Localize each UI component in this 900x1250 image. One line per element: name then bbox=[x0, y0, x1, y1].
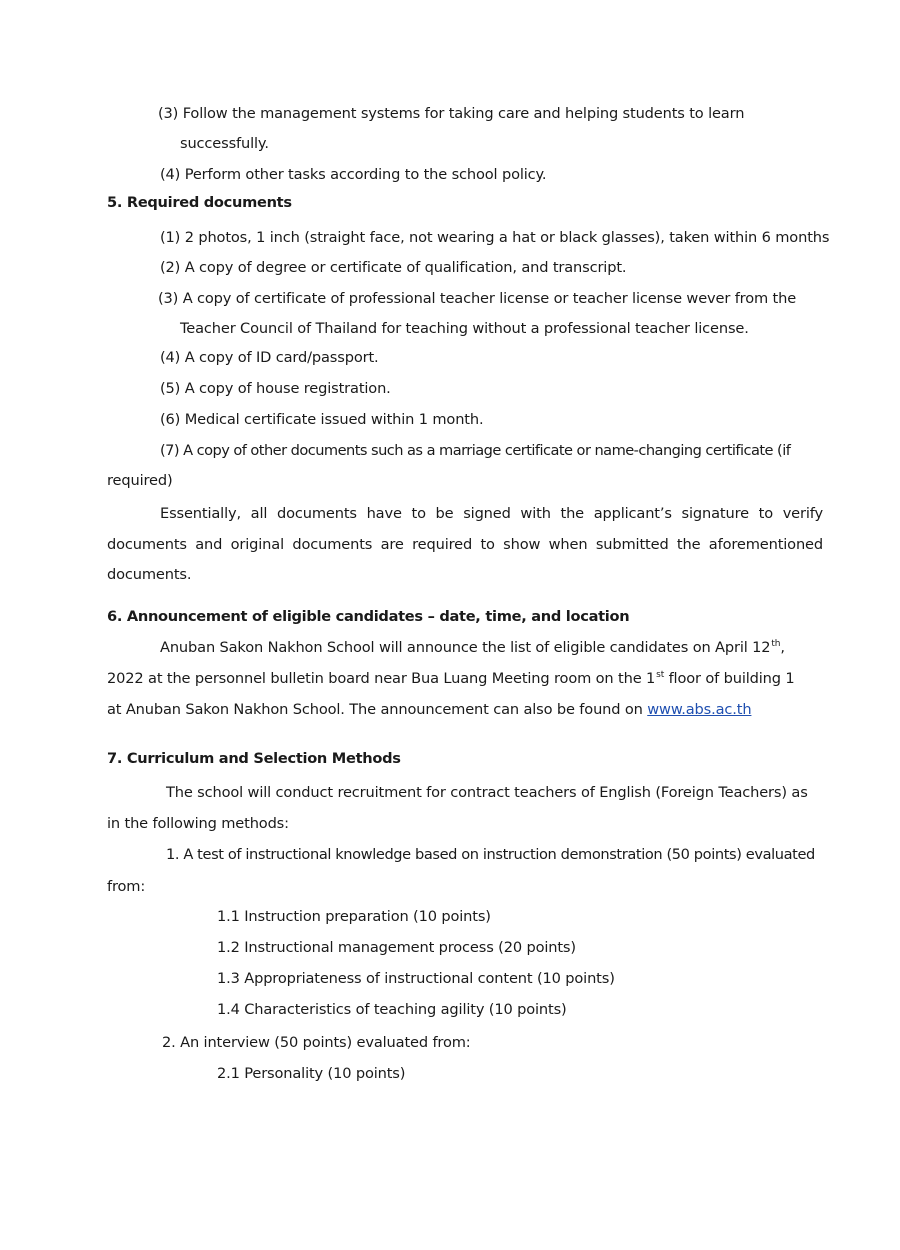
method-1-sub-3: 1.3 Appropriateness of instructional content (10 points) bbox=[217, 970, 615, 987]
ordinal-suffix: st bbox=[656, 670, 665, 680]
selection-intro-line-1: The school will conduct recruitment for contract teachers of English (Foreign Teachers) as bbox=[166, 784, 808, 801]
doc-item-7-line-1: (7) A copy of other documents such as a marriage certificate or name-changing certificate (if bbox=[160, 442, 791, 459]
section-7-heading: 7. Curriculum and Selection Methods bbox=[107, 750, 401, 767]
announcement-line-1-end: , bbox=[780, 639, 785, 656]
method-1-line-2: from: bbox=[107, 878, 146, 895]
doc-item-7-line-2: required) bbox=[107, 472, 173, 489]
ordinal-suffix: th bbox=[771, 639, 781, 649]
doc-item-2: (2) A copy of degree or certificate of qualification, and transcript. bbox=[160, 259, 627, 276]
method-1-sub-1: 1.1 Instruction preparation (10 points) bbox=[217, 908, 491, 925]
duty-item-4: (4) Perform other tasks according to the school policy. bbox=[160, 166, 547, 183]
duty-item-3-line-1: (3) Follow the management systems for taking care and helping students to learn bbox=[158, 105, 745, 122]
method-2: 2. An interview (50 points) evaluated from: bbox=[162, 1034, 471, 1051]
announcement-line-3 bbox=[107, 700, 751, 720]
doc-item-3-line-2: Teacher Council of Thailand for teaching without a professional teacher license. bbox=[180, 320, 749, 337]
announcement-line-3-text: at Anuban Sakon Nakhon School. The announcement can also be found on bbox=[107, 701, 648, 718]
documents-note-line-3: documents. bbox=[107, 566, 192, 583]
section-6-heading: 6. Announcement of eligible candidates – date, time, and location bbox=[107, 608, 630, 625]
method-2-sub-1: 2.1 Personality (10 points) bbox=[217, 1065, 406, 1082]
announcement-line-2-end: floor of building 1 bbox=[664, 670, 795, 687]
announcement-line-2-text: 2022 at the personnel bulletin board near Bua Luang Meeting room on the 1 bbox=[107, 670, 656, 687]
doc-item-1: (1) 2 photos, 1 inch (straight face, not wearing a hat or black glasses), taken within 6 months bbox=[160, 229, 830, 246]
documents-note-line-2: documents and original documents are required to show when submitted the aforementioned bbox=[107, 536, 823, 553]
documents-note-line-1: Essentially, all documents have to be signed with the applicant’s signature to verify bbox=[160, 505, 823, 522]
announcement-line-2 bbox=[107, 669, 795, 691]
method-1-sub-2: 1.2 Instructional management process (20 points) bbox=[217, 939, 576, 956]
doc-item-5: (5) A copy of house registration. bbox=[160, 380, 391, 397]
section-5-heading: 5. Required documents bbox=[107, 194, 292, 211]
selection-intro-line-2: in the following methods: bbox=[107, 815, 289, 832]
doc-item-3-line-1: (3) A copy of certificate of professional teacher license or teacher license wever from the bbox=[158, 290, 797, 307]
announcement-line-1 bbox=[160, 638, 785, 660]
method-1-line-1: 1. A test of instructional knowledge based on instruction demonstration (50 points) evaluated bbox=[166, 846, 815, 863]
announcement-line-1-text: Anuban Sakon Nakhon School will announce the list of eligible candidates on April 12 bbox=[160, 639, 771, 656]
method-1-sub-4: 1.4 Characteristics of teaching agility (10 points) bbox=[217, 1001, 567, 1018]
school-website-link[interactable]: www.abs.ac.th bbox=[647, 701, 752, 718]
doc-item-6: (6) Medical certificate issued within 1 month. bbox=[160, 411, 484, 428]
duty-item-3-line-2: successfully. bbox=[180, 135, 269, 152]
doc-item-4: (4) A copy of ID card/passport. bbox=[160, 349, 379, 366]
